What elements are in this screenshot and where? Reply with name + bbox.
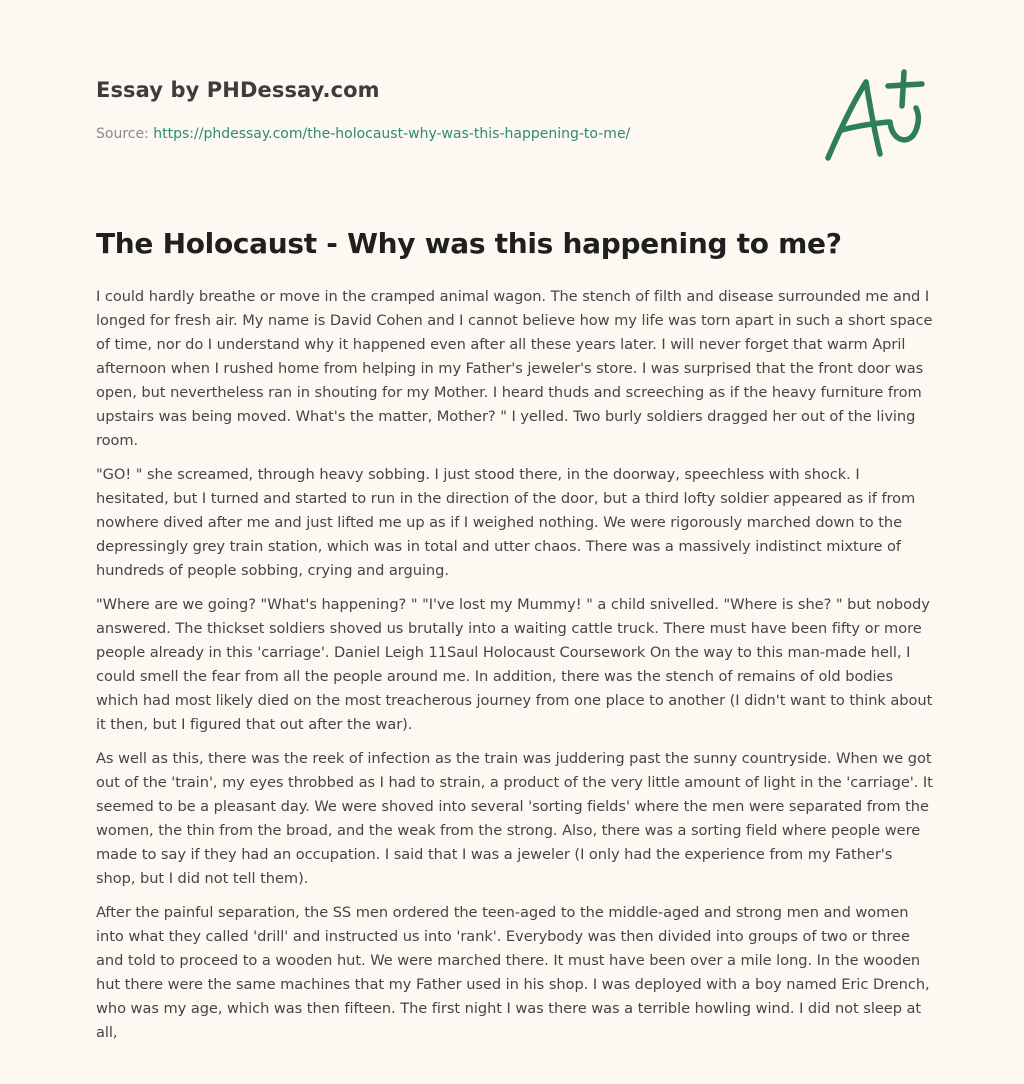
site-brand: Essay by PHDessay.com: [96, 78, 380, 102]
source-link[interactable]: https://phdessay.com/the-holocaust-why-was-this-happening-to-me/: [153, 126, 631, 142]
essay-body: [96, 285, 934, 1055]
essay-title: The Holocaust - Why was this happening to me?: [96, 227, 842, 260]
essay-paragraph: After the painful separation, the SS men ordered the teen-aged to the middle-aged and strong men and women into what they called 'drill' and instructed us into 'rank'. Everybody was then divided into groups of two or three and told to proceed to a wooden hut. We were marched there. It must have been over a mile long. In the wooden hut there were the same machines that my Father used in his shop. I was deployed with a boy named Eric Drench, who was my age, which was then fifteen. The first night I was there was a terrible howling wind. I did not sleep at all,: [96, 904, 930, 1041]
source-line: [96, 124, 796, 144]
source-label: Source:: [96, 126, 154, 142]
page-header: [96, 76, 796, 144]
a-plus-grade-logo-icon: [818, 64, 930, 168]
essay-paragraph: I could hardly breathe or move in the cramped animal wagon. The stench of filth and disease surrounded me and I longed for fresh air. My name is David Cohen and I cannot believe how my life was torn apart in such a short space of time, nor do I understand why it happened even after all these years later. I will never forget that warm April afternoon when I rushed home from helping in my Father's jeweler's store. I was surprised that the front door was open, but nevertheless ran in shouting for my Mother. I heard thuds and screeching as if the heavy furniture from upstairs was being moved. What's the matter, Mother? " I yelled. Two burly soldiers dragged her out of the living room.: [96, 288, 933, 449]
essay-paragraph: As well as this, there was the reek of infection as the train was juddering past the sunny countryside. When we got out of the 'train', my eyes throbbed as I had to strain, a product of the very little amount of light in the 'carriage'. It seemed to be a pleasant day. We were shoved into several 'sorting fields' where the men were separated from the women, the thin from the broad, and the weak from the strong. Also, there was a sorting field where people were made to say if they had an occupation. I said that I was a jeweler (I only had the experience from my Father's shop, but I did not tell them).: [96, 750, 933, 887]
essay-paragraph: "GO! " she screamed, through heavy sobbing. I just stood there, in the doorway, speechless with shock. I hesitated, but I turned and started to run in the direction of the door, but a third lofty soldier appeared as if from nowhere dived after me and just lifted me up as if I weighed nothing. We were rigorously marched down to the depressingly grey train station, which was in total and utter chaos. There was a massively indistinct mixture of hundreds of people sobbing, crying and arguing.: [96, 466, 916, 579]
essay-paragraph: "Where are we going? "What's happening? " "I've lost my Mummy! " a child snivelled. "Where is she? " but nobody answered. The thickset soldiers shoved us brutally into a waiting cattle truck. There must have been fifty or more people already in this 'carriage'. Daniel Leigh 11Saul Holocaust Coursework On the way to this man-made hell, I could smell the fear from all the people around me. In addition, there was the stench of remains of old bodies which had most likely died on the most treacherous journey from one place to another (I didn't want to think about it then, but I figured that out after the war).: [96, 596, 933, 733]
